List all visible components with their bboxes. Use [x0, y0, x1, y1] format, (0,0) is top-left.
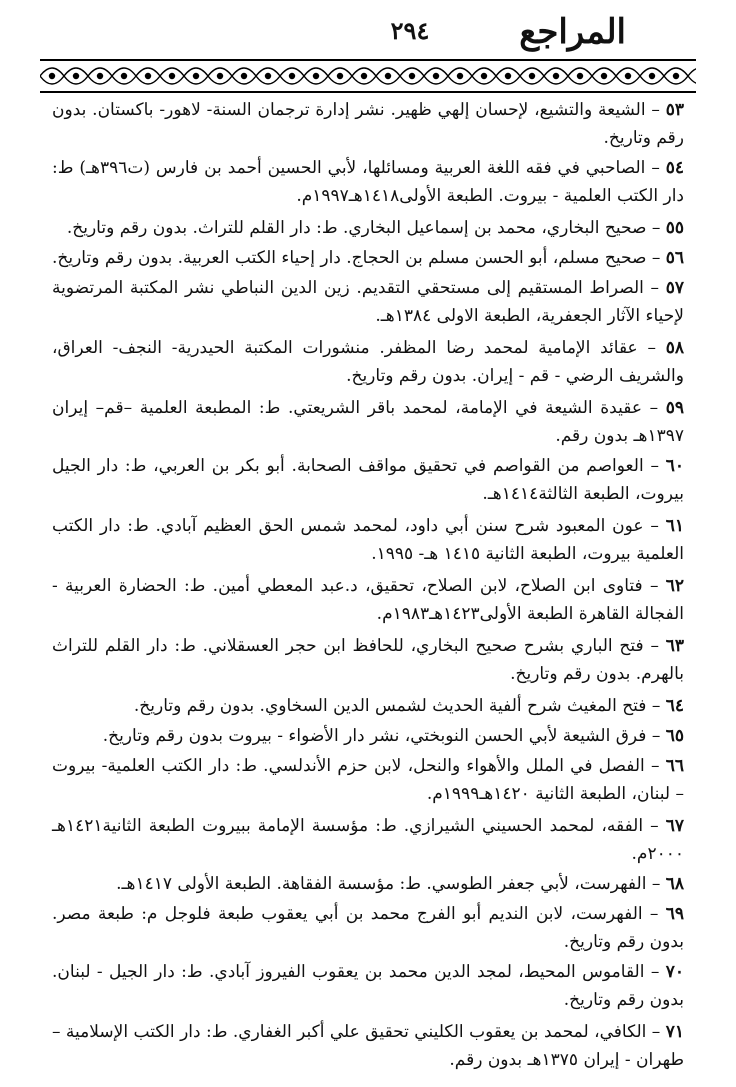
entry-number: ٦٤: [665, 696, 684, 716]
reference-entry: ٧٠ – القاموس المحيط، لمجد الدين محمد بن يعقوب الفيروز آبادي. ط: دار الجيل - لبنان. بدون رقم وتاريخ.: [52, 962, 685, 1010]
entry-number: ٦٢: [665, 576, 684, 596]
entry-number: ٦٦: [665, 756, 684, 776]
reference-entry: ٦٩ – الفهرست، لابن النديم أبو الفرج محمد بن أبي يعقوب طبعة فلوجل م: طبعة مصر. بدون رقم وتاريخ.: [52, 904, 684, 952]
ornament-dot: [482, 74, 487, 79]
ornament-dot: [674, 74, 679, 79]
ornament-dot: [578, 74, 583, 79]
ornament-dot: [458, 74, 463, 79]
reference-entry: ٦٦ – الفصل في الملل والأهواء والنحل، لابن حزم الأندلسي. ط: دار الكتب العلمية- بيروت – لبنان، الطبعة الثانية ١٤٢٠هـ١٩٩٩م.: [52, 756, 684, 804]
entry-number: ٧٠: [665, 962, 685, 982]
ornament-border-icon: [40, 56, 696, 96]
entry-number: ٥٩: [665, 398, 684, 418]
entry-number: ٦٣: [665, 636, 685, 656]
entry-text: عقيدة الشيعة في الإمامة، لمحمد باقر الشريعتي. ط: المطبعة العلمية –قم– إيران ١٣٩٧هـ بدون رقم.: [52, 398, 684, 446]
ornament-dot: [266, 74, 271, 79]
entry-text: الفقه، لمحمد الحسيني الشيرازي. ط: مؤسسة الإمامة ببيروت الطبعة الثانية١٤٢١هـ ٢٠٠٠م.: [52, 816, 684, 864]
entry-text: الصراط المستقيم إلى مستحقي التقديم. زين الدين النباطي نشر المكتبة المرتضوية لإحياء الآثار الجعفرية، الطبعة الاولى ١٣٨٤هـ.: [52, 278, 684, 326]
entry-text: الفهرست، لابن النديم أبو الفرج محمد بن أبي يعقوب طبعة فلوجل م: طبعة مصر. بدون رقم وتاريخ.: [52, 904, 684, 952]
reference-entry: ٦٢ – فتاوى ابن الصلاح، لابن الصلاح، تحقيق، د.عبد المعطي أمين. ط: الحضارة العربية - الفجالة القاهرة الطبعة الأولى١٤٢٣هـ١٩٨٣م.: [52, 576, 684, 624]
reference-entry: ٧١ – الكافي، لمحمد بن يعقوب الكليني تحقيق علي أكبر الغفاري. ط: دار الكتب الإسلامية – طهران - إيران ١٣٧٥هـ بدون رقم.: [52, 1022, 684, 1070]
entry-number: ٥٤: [665, 158, 685, 178]
reference-entry: ٦٥ – فرق الشيعة لأبي الحسن النوبختي، نشر دار الأضواء - بيروت بدون رقم وتاريخ.: [102, 726, 684, 746]
entry-number: ٥٦: [665, 248, 684, 268]
ornament-dot: [170, 74, 175, 79]
entry-text: الكافي، لمحمد بن يعقوب الكليني تحقيق علي أكبر الغفاري. ط: دار الكتب الإسلامية – طهران - إيران ١٣٧٥هـ بدون رقم.: [52, 1022, 684, 1070]
ornament-dot: [218, 74, 223, 79]
ornament-dot: [146, 74, 151, 79]
entry-text: صحيح البخاري، محمد بن إسماعيل البخاري. ط: دار القلم للتراث. بدون رقم وتاريخ.: [66, 218, 647, 238]
ornament-dot: [338, 74, 343, 79]
ornament-dot: [650, 74, 655, 79]
reference-entry: ٥٦ – صحيح مسلم، أبو الحسن مسلم بن الحجاج. دار إحياء الكتب العربية. بدون رقم وتاريخ.: [51, 248, 684, 268]
ornament-dot: [314, 74, 319, 79]
entry-text: صحيح مسلم، أبو الحسن مسلم بن الحجاج. دار إحياء الكتب العربية. بدون رقم وتاريخ.: [51, 248, 647, 268]
reference-entry: ٥٨ – عقائد الإمامية لمحمد رضا المظفر. منشورات المكتبة الحيدرية- النجف- العراق، والشريف الرضي - قم - إيران. بدون رقم وتاريخ.: [52, 338, 684, 386]
entry-text: الفصل في الملل والأهواء والنحل، لابن حزم الأندلسي. ط: دار الكتب العلمية- بيروت – لبنان، الطبعة الثانية ١٤٢٠هـ١٩٩٩م.: [52, 756, 684, 804]
entry-number: ٦٩: [665, 904, 684, 924]
entry-number: ٥٣: [665, 100, 684, 120]
reference-entry: ٥٥ – صحيح البخاري، محمد بن إسماعيل البخاري. ط: دار القلم للتراث. بدون رقم وتاريخ.: [66, 218, 684, 238]
ornament-dot: [290, 74, 295, 79]
entry-number: ٥٨: [665, 338, 684, 358]
entry-number: ٧١: [665, 1022, 684, 1042]
entry-text: عون المعبود شرح سنن أبي داود، لمحمد شمس الحق العظيم آبادي. ط: دار الكتب العلمية بيروت، الطبعة الثانية ١٤١٥ هـ- ١٩٩٥.: [52, 516, 684, 564]
reference-entry: ٦٤ – فتح المغيث شرح ألفية الحديث لشمس الدين السخاوي. بدون رقم وتاريخ.: [133, 696, 684, 716]
ornament-motif: [688, 68, 696, 84]
entry-text: فتح المغيث شرح ألفية الحديث لشمس الدين السخاوي. بدون رقم وتاريخ.: [133, 696, 647, 716]
entry-text: القاموس المحيط، لمجد الدين محمد بن يعقوب الفيروز آبادي. ط: دار الجيل - لبنان. بدون رقم وتاريخ.: [52, 962, 684, 1010]
entry-text: الشيعة والتشيع، لإحسان إلهي ظهير. نشر إدارة ترجمان السنة- لاهور- باكستان. بدون رقم وتاريخ.: [52, 100, 684, 148]
reference-entry: ٥٤ – الصاحبي في فقه اللغة العربية ومسائلها، لأبي الحسين أحمد بن فارس (ت٣٩٦هـ) ط: دار الكتب العلمية - بيروت. الطبعة الأولى١٤١٨هـ١٩٩٧م.: [52, 158, 685, 206]
reference-entry: ٦٧ – الفقه، لمحمد الحسيني الشيرازي. ط: مؤسسة الإمامة ببيروت الطبعة الثانية١٤٢١هـ ٢٠٠٠م.: [52, 816, 684, 864]
entry-number: ٥٧: [665, 278, 684, 298]
ornament-dot: [602, 74, 607, 79]
entry-number: ٦٥: [665, 726, 684, 746]
ornament-dot: [50, 74, 55, 79]
entry-text: الصاحبي في فقه اللغة العربية ومسائلها، لأبي الحسين أحمد بن فارس (ت٣٩٦هـ) ط: دار الكتب العلمية - بيروت. الطبعة الأولى١٤١٨هـ١٩٩٧م.: [52, 158, 684, 206]
page-number: ٢٩٤: [390, 16, 430, 45]
ornament-dot: [74, 74, 79, 79]
reference-entry: ٦٣ – فتح الباري بشرح صحيح البخاري، للحافظ ابن حجر العسقلاني. ط: دار القلم للتراث بالهرم. بدون رقم وتاريخ.: [52, 636, 685, 684]
references-list: [52, 96, 684, 1077]
entry-text: فتاوى ابن الصلاح، لابن الصلاح، تحقيق، د.عبد المعطي أمين. ط: الحضارة العربية - الفجالة القاهرة الطبعة الأولى١٤٢٣هـ١٩٨٣م.: [52, 576, 684, 624]
reference-entry: ٥٣ – الشيعة والتشيع، لإحسان إلهي ظهير. نشر إدارة ترجمان السنة- لاهور- باكستان. بدون رقم وتاريخ.: [52, 100, 684, 148]
ornament-dot: [506, 74, 511, 79]
ornament-dot: [98, 74, 103, 79]
entry-text: الفهرست، لأبي جعفر الطوسي. ط: مؤسسة الفقاهة. الطبعة الأولى ١٤١٧هـ.: [116, 874, 647, 894]
ornament-dot: [554, 74, 559, 79]
ornament-dot: [194, 74, 199, 79]
entry-number: ٦٨: [665, 874, 684, 894]
entry-text: العواصم من القواصم في تحقيق مواقف الصحابة. أبو بكر بن العربي، ط: دار الجيل بيروت، الطبعة الثالثة١٤١٤هـ.: [52, 456, 684, 504]
reference-entry: ٦١ – عون المعبود شرح سنن أبي داود، لمحمد شمس الحق العظيم آبادي. ط: دار الكتب العلمية بيروت، الطبعة الثانية ١٤١٥ هـ- ١٩٩٥.: [52, 516, 684, 564]
ornament-dot: [242, 74, 247, 79]
entry-number: ٦٠: [665, 456, 684, 476]
reference-entry: ٥٩ – عقيدة الشيعة في الإمامة، لمحمد باقر الشريعتي. ط: المطبعة العلمية –قم– إيران ١٣٩٧هـ بدون رقم.: [52, 398, 684, 446]
entry-text: فتح الباري بشرح صحيح البخاري، للحافظ ابن حجر العسقلاني. ط: دار القلم للتراث بالهرم. بدون رقم وتاريخ.: [52, 636, 684, 684]
ornament-dot: [410, 74, 415, 79]
reference-entry: ٦٨ – الفهرست، لأبي جعفر الطوسي. ط: مؤسسة الفقاهة. الطبعة الأولى ١٤١٧هـ.: [116, 874, 684, 894]
ornament-dot: [626, 74, 631, 79]
reference-entry: ٥٧ – الصراط المستقيم إلى مستحقي التقديم. زين الدين النباطي نشر المكتبة المرتضوية لإحياء الآثار الجعفرية، الطبعة الاولى ١٣٨٤هـ.: [52, 278, 684, 326]
page-header: [40, 8, 696, 96]
ornament-dot: [386, 74, 391, 79]
entry-number: ٦٧: [665, 816, 684, 836]
entry-number: ٦١: [665, 516, 684, 536]
entry-number: ٥٥: [665, 218, 684, 238]
reference-entry: ٦٠ – العواصم من القواصم في تحقيق مواقف الصحابة. أبو بكر بن العربي، ط: دار الجيل بيروت، الطبعة الثالثة١٤١٤هـ.: [52, 456, 684, 504]
entry-text: عقائد الإمامية لمحمد رضا المظفر. منشورات المكتبة الحيدرية- النجف- العراق، والشريف الرضي - قم - إيران. بدون رقم وتاريخ.: [52, 338, 684, 386]
ornament-dot: [530, 74, 535, 79]
ornament-dot: [434, 74, 439, 79]
ornament-dot: [362, 74, 367, 79]
entry-text: فرق الشيعة لأبي الحسن النوبختي، نشر دار الأضواء - بيروت بدون رقم وتاريخ.: [102, 726, 647, 746]
section-title: المراجع: [519, 12, 626, 52]
ornament-dot: [122, 74, 127, 79]
